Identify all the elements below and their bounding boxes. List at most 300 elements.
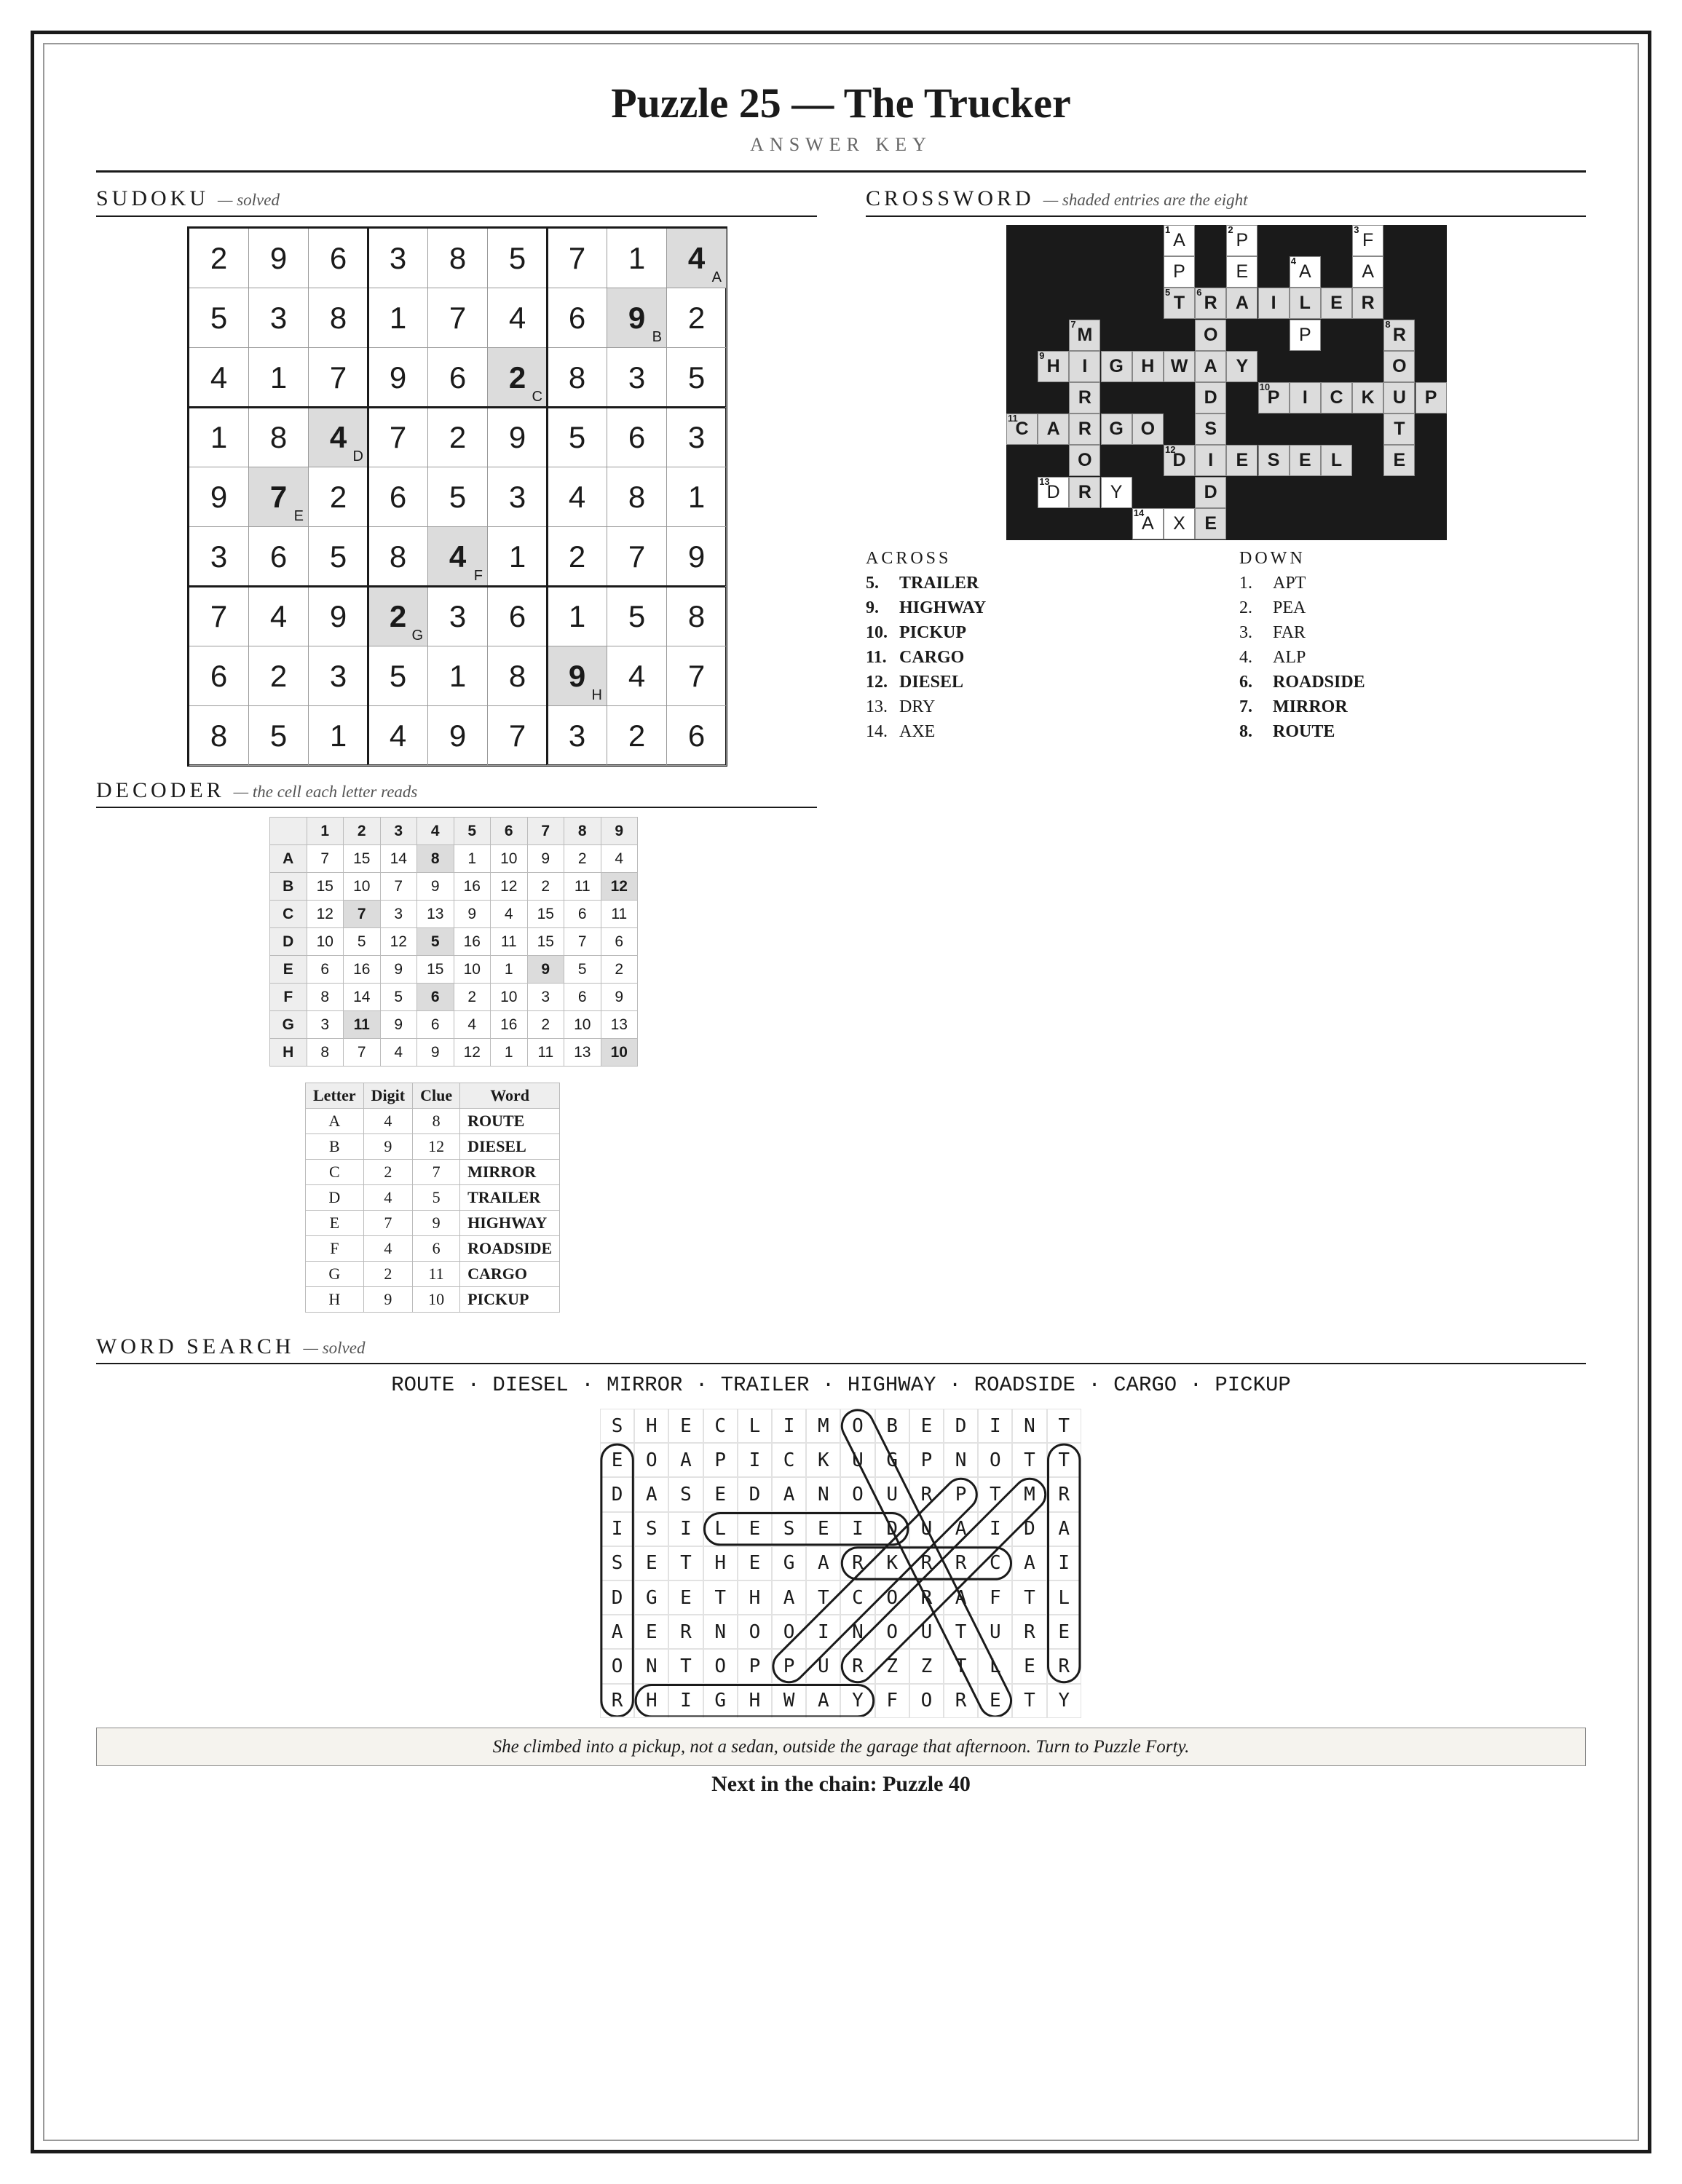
key-cell: DIESEL [460, 1134, 560, 1160]
sudoku-cell: 3 [667, 408, 727, 467]
wordsearch-cell: D [1012, 1512, 1046, 1546]
crossword-cell: X [1164, 508, 1195, 539]
wordsearch-cell: K [806, 1443, 840, 1477]
decoder-row-letter: E [270, 956, 307, 984]
decoder-cell: 3 [527, 984, 564, 1011]
wordsearch-cell: T [978, 1477, 1012, 1511]
wordsearch-cell: A [600, 1615, 634, 1649]
crossword-cell: C 11 [1006, 414, 1038, 445]
sudoku-cell: 1 [309, 706, 368, 766]
wordsearch-divider [96, 1363, 1586, 1364]
found-word-loop [835, 1472, 1051, 1688]
wordsearch-cell: E [668, 1409, 703, 1443]
decoder-column-header: 5 [454, 818, 491, 845]
key-cell: 9 [363, 1287, 412, 1313]
crossword-cell: Y [1226, 351, 1257, 382]
wordsearch-cell: P [909, 1443, 944, 1477]
wordsearch-cell: N [840, 1615, 874, 1649]
wordsearch-cell: P [703, 1443, 738, 1477]
decoder-cell: 6 [564, 984, 601, 1011]
crossword-cell: S [1195, 414, 1226, 445]
decoder-cell: 9 [601, 984, 638, 1011]
decoder-cell: 14 [344, 984, 381, 1011]
wordsearch-cell: R [1012, 1615, 1046, 1649]
decoder-cell: 11 [601, 901, 638, 928]
wordsearch-cell: G [772, 1546, 806, 1580]
sudoku-cell: 5 [607, 587, 667, 646]
sudoku-cell: 2 [428, 408, 488, 467]
wordsearch-cell: P [772, 1649, 806, 1683]
sudoku-cell: 2 [548, 527, 607, 587]
decoder-cell: 4 [601, 845, 638, 873]
sudoku-cell-tag: F [473, 568, 483, 584]
decoder-cell: 10 [307, 928, 344, 956]
sudoku-cell: 5 [428, 467, 488, 527]
sudoku-cell: 6 [428, 348, 488, 408]
crossword-cell: G [1101, 351, 1132, 382]
decoder-cell: 11 [491, 928, 528, 956]
sudoku-cell: 9 [189, 467, 249, 527]
sudoku-cell: 5 [249, 706, 309, 766]
wordsearch-cell: O [909, 1684, 944, 1718]
wordsearch-cell: I [668, 1684, 703, 1718]
key-row [306, 1134, 560, 1160]
decoder-cell: 5 [417, 928, 454, 956]
sudoku-cell-tag: A [711, 269, 722, 285]
wordsearch-cell: I [668, 1512, 703, 1546]
down-clue: 1. APT [1239, 574, 1306, 593]
sudoku-cell: 4 F [428, 527, 488, 587]
sudoku-cell: 8 [548, 348, 607, 408]
decoder-cell: 6 [564, 901, 601, 928]
decoder-column-header: 6 [491, 818, 528, 845]
crossword-cell: M 7 [1069, 320, 1100, 351]
crossword-clue-number: 9 [1039, 349, 1045, 361]
wordsearch-cell: S [600, 1409, 634, 1443]
crossword-cell: C [1321, 382, 1352, 414]
across-clue: 11. CARGO [866, 648, 965, 667]
sudoku-cell-tag: B [652, 329, 662, 345]
sudoku-cell: 1 [189, 408, 249, 467]
decoder-column-header: 3 [380, 818, 417, 845]
key-cell: 2 [363, 1262, 412, 1287]
wordsearch-cell: L [978, 1649, 1012, 1683]
crossword-cell: R [1069, 477, 1100, 508]
sudoku-cell: 6 [249, 527, 309, 587]
decoder-row-letter: G [270, 1011, 307, 1039]
crossword-heading: CROSSWORD — shaded entries are the eight [866, 186, 1248, 210]
decoder-cell: 9 [380, 956, 417, 984]
sudoku-cell: 2 [607, 706, 667, 766]
key-cell: B [306, 1134, 364, 1160]
wordsearch-cell: T [1047, 1409, 1081, 1443]
sudoku-cell: 9 [249, 229, 309, 288]
footer-message: She climbed into a pickup, not a sedan, outside the garage that afternoon. Turn to Puzzle Forty. [96, 1728, 1586, 1766]
sudoku-cell: 7 E [249, 467, 309, 527]
sudoku-cell: 9 [667, 527, 727, 587]
crossword-grid [1006, 225, 1447, 540]
wordsearch-cell: R [909, 1580, 944, 1615]
key-cell: 10 [413, 1287, 460, 1313]
sudoku-cell: 1 [488, 527, 548, 587]
decoder-cell: 16 [454, 873, 491, 901]
crossword-cell: R 6 [1195, 288, 1226, 319]
wordsearch-cell: Z [875, 1649, 909, 1683]
decoder-cell: 6 [601, 928, 638, 956]
across-heading: ACROSS [866, 549, 952, 568]
down-clue: 7. MIRROR [1239, 697, 1348, 716]
wordsearch-cell: R [840, 1649, 874, 1683]
found-word-loop [767, 1472, 983, 1688]
wordsearch-cell: K [875, 1546, 909, 1580]
sudoku-cell: 7 [309, 348, 368, 408]
decoder-cell: 16 [454, 928, 491, 956]
wordsearch-cell: T [806, 1580, 840, 1615]
across-clue: 10. PICKUP [866, 623, 966, 642]
key-column-header: Word [460, 1083, 560, 1109]
key-row [306, 1185, 560, 1211]
crossword-cell: D 12 [1164, 445, 1195, 476]
wordsearch-cell: T [668, 1546, 703, 1580]
wordsearch-cell: G [875, 1443, 909, 1477]
sudoku-cell: 7 [548, 229, 607, 288]
next-puzzle-line: Next in the chain: Puzzle 40 [711, 1772, 971, 1796]
sudoku-cell: 8 [428, 229, 488, 288]
wordsearch-cell: I [1047, 1546, 1081, 1580]
wordsearch-cell: S [668, 1477, 703, 1511]
wordsearch-cell: R [944, 1546, 978, 1580]
wordsearch-cell: P [944, 1477, 978, 1511]
sudoku-cell: 1 [428, 646, 488, 706]
wordsearch-loops [600, 1409, 1082, 1717]
crossword-cell: F 3 [1352, 225, 1383, 256]
decoder-cell: 9 [417, 873, 454, 901]
crossword-cell: L [1321, 445, 1352, 476]
found-word-loop [1048, 1444, 1079, 1682]
crossword-clue-number: 5 [1165, 287, 1171, 298]
sudoku-cell: 2 [249, 646, 309, 706]
wordsearch-cell: M [1012, 1477, 1046, 1511]
wordsearch-cell: E [909, 1409, 944, 1443]
wordsearch-grid [600, 1409, 1082, 1717]
sudoku-cell: 7 [189, 587, 249, 646]
sudoku-cell: 9 [368, 348, 428, 408]
crossword-cell: R [1069, 382, 1100, 414]
decoder-column-header: 1 [307, 818, 344, 845]
sudoku-box-line [546, 229, 548, 764]
key-cell: 7 [363, 1211, 412, 1236]
crossword-cell: I [1195, 445, 1226, 476]
decoder-cell: 7 [380, 873, 417, 901]
sudoku-cell: 3 [309, 646, 368, 706]
wordsearch-cell: P [738, 1649, 772, 1683]
sudoku-cell: 7 [368, 408, 428, 467]
decoder-cell: 8 [417, 845, 454, 873]
sudoku-cell: 9 B [607, 288, 667, 348]
crossword-cell: P 10 [1258, 382, 1290, 414]
wordsearch-cell: C [840, 1580, 874, 1615]
wordsearch-cell: E [1047, 1615, 1081, 1649]
sudoku-cell: 5 [548, 408, 607, 467]
sudoku-cell-tag: E [293, 508, 304, 524]
crossword-clue-number: 10 [1259, 381, 1271, 392]
sudoku-cell-tag: D [352, 448, 363, 464]
key-header-row [306, 1083, 560, 1109]
wordsearch-cell: R [840, 1546, 874, 1580]
key-cell: MIRROR [460, 1160, 560, 1185]
key-cell: 9 [363, 1134, 412, 1160]
wordsearch-cell: E [978, 1684, 1012, 1718]
key-cell: F [306, 1236, 364, 1262]
wordsearch-cell: W [772, 1684, 806, 1718]
decoder-cell: 1 [491, 956, 528, 984]
decoder-row [270, 1039, 638, 1067]
wordsearch-cell: T [1012, 1580, 1046, 1615]
sudoku-cell: 9 [488, 408, 548, 467]
sudoku-cell: 1 [249, 348, 309, 408]
wordsearch-cell: A [944, 1580, 978, 1615]
wordsearch-cell: N [1012, 1409, 1046, 1443]
crossword-cell: U [1383, 382, 1415, 414]
wordsearch-cell: I [772, 1409, 806, 1443]
decoder-row-letter: F [270, 984, 307, 1011]
decoder-cell: 2 [454, 984, 491, 1011]
crossword-cell: R 8 [1383, 320, 1415, 351]
wordsearch-cell: I [840, 1512, 874, 1546]
sudoku-cell: 6 [548, 288, 607, 348]
decoder-cell: 9 [417, 1039, 454, 1067]
decoder-cell: 5 [564, 956, 601, 984]
sudoku-cell: 3 [607, 348, 667, 408]
decoder-header-row [270, 818, 638, 845]
wordsearch-cell: Y [840, 1684, 874, 1718]
decoder-cell: 16 [491, 1011, 528, 1039]
sudoku-cell: 1 [548, 587, 607, 646]
sudoku-cell-tag: G [411, 628, 423, 644]
wordsearch-cell: B [875, 1409, 909, 1443]
sudoku-cell: 2 [309, 467, 368, 527]
crossword-cell: O [1069, 445, 1100, 476]
wordsearch-cell: A [668, 1443, 703, 1477]
wordsearch-cell: N [806, 1477, 840, 1511]
sudoku-grid [187, 226, 727, 767]
sudoku-cell: 4 D [309, 408, 368, 467]
decoder-cell: 2 [527, 1011, 564, 1039]
decoder-row [270, 956, 638, 984]
sudoku-cell: 6 [667, 706, 727, 766]
decoder-cell: 10 [454, 956, 491, 984]
wordsearch-cell: O [978, 1443, 1012, 1477]
wordsearch-cell: S [634, 1512, 668, 1546]
decoder-cell: 11 [564, 873, 601, 901]
key-cell: A [306, 1109, 364, 1134]
decoder-cell: 14 [380, 845, 417, 873]
wordsearch-cell: U [909, 1615, 944, 1649]
wordsearch-cell: Z [909, 1649, 944, 1683]
sudoku-cell: 3 [428, 587, 488, 646]
key-cell: HIGHWAY [460, 1211, 560, 1236]
key-cell: C [306, 1160, 364, 1185]
decoder-row [270, 1011, 638, 1039]
crossword-cell: D 13 [1038, 477, 1069, 508]
crossword-cell: O [1195, 320, 1226, 351]
decoder-cell: 4 [491, 901, 528, 928]
wordsearch-cell: E [738, 1512, 772, 1546]
wordsearch-cell: O [840, 1409, 874, 1443]
wordsearch-cell: R [909, 1477, 944, 1511]
key-column-header: Letter [306, 1083, 364, 1109]
down-clue: 3. FAR [1239, 623, 1306, 642]
crossword-cell: T 5 [1164, 288, 1195, 319]
key-cell: 2 [363, 1160, 412, 1185]
wordsearch-cell: C [978, 1546, 1012, 1580]
crossword-cell: P [1416, 382, 1447, 414]
wordsearch-cell: U [909, 1512, 944, 1546]
decoder-cell: 12 [380, 928, 417, 956]
sudoku-cell: 8 [249, 408, 309, 467]
wordsearch-cell: E [738, 1546, 772, 1580]
page-subtitle: ANSWER KEY [750, 134, 932, 155]
wordsearch-word-list: ROUTE · DIESEL · MIRROR · TRAILER · HIGHWAY · ROADSIDE · CARGO · PICKUP [391, 1373, 1291, 1397]
wordsearch-cell: O [875, 1580, 909, 1615]
decoder-column-header: 8 [564, 818, 601, 845]
wordsearch-cell: U [875, 1477, 909, 1511]
key-cell: CARGO [460, 1262, 560, 1287]
decoder-cell: 3 [307, 1011, 344, 1039]
wordsearch-heading: WORD SEARCH — solved [96, 1334, 366, 1358]
sudoku-cell: 3 [368, 229, 428, 288]
wordsearch-cell: M [806, 1409, 840, 1443]
key-cell: 7 [413, 1160, 460, 1185]
crossword-cell: E [1321, 288, 1352, 319]
decoder-cell: 2 [527, 873, 564, 901]
sudoku-cell: 3 [488, 467, 548, 527]
decoder-cell: 12 [307, 901, 344, 928]
crossword-cell: E [1290, 445, 1321, 476]
decoder-column-header: 9 [601, 818, 638, 845]
key-row [306, 1109, 560, 1134]
crossword-cell: E [1226, 445, 1257, 476]
key-cell: 12 [413, 1134, 460, 1160]
wordsearch-cell: O [738, 1615, 772, 1649]
wordsearch-cell: A [772, 1580, 806, 1615]
sudoku-cell: 6 [607, 408, 667, 467]
key-cell: 4 [363, 1185, 412, 1211]
sudoku-cell: 8 [189, 706, 249, 766]
down-clue: 8. ROUTE [1239, 722, 1335, 741]
decoder-cell: 3 [380, 901, 417, 928]
decoder-heading: DECODER — the cell each letter reads [96, 778, 418, 802]
crossword-cell: A 14 [1132, 508, 1164, 539]
decoder-cell: 9 [527, 845, 564, 873]
wordsearch-cell: I [978, 1409, 1012, 1443]
decoder-row [270, 928, 638, 956]
crossword-clue-number: 7 [1070, 318, 1076, 330]
wordsearch-cell: S [600, 1546, 634, 1580]
wordsearch-cell: C [703, 1409, 738, 1443]
crossword-cell: P [1290, 320, 1321, 351]
key-cell: PICKUP [460, 1287, 560, 1313]
wordsearch-cell: N [703, 1615, 738, 1649]
wordsearch-cell: H [634, 1684, 668, 1718]
key-column-header: Clue [413, 1083, 460, 1109]
decoder-row-letter: B [270, 873, 307, 901]
key-row [306, 1160, 560, 1185]
decoder-cell: 15 [527, 928, 564, 956]
key-cell: H [306, 1287, 364, 1313]
wordsearch-cell: A [806, 1684, 840, 1718]
wordsearch-cell: T [944, 1615, 978, 1649]
sudoku-cell: 7 [428, 288, 488, 348]
wordsearch-cell: O [875, 1615, 909, 1649]
decoder-cell: 16 [344, 956, 381, 984]
decoder-cell: 5 [344, 928, 381, 956]
crossword-cell: Y [1101, 477, 1132, 508]
sudoku-cell: 5 [368, 646, 428, 706]
wordsearch-cell: O [634, 1443, 668, 1477]
wordsearch-cell: R [909, 1546, 944, 1580]
wordsearch-cell: F [875, 1684, 909, 1718]
wordsearch-cell: E [1012, 1649, 1046, 1683]
decoder-cell: 10 [564, 1011, 601, 1039]
sudoku-cell: 8 [488, 646, 548, 706]
crossword-cell: H 9 [1038, 351, 1069, 382]
sudoku-box-line [367, 229, 369, 764]
decoder-key-table [305, 1083, 560, 1313]
decoder-cell: 10 [491, 845, 528, 873]
decoder-grid [269, 817, 638, 1067]
decoder-cell: 6 [417, 984, 454, 1011]
wordsearch-cell: E [634, 1615, 668, 1649]
decoder-row [270, 901, 638, 928]
sudoku-cell: 7 [607, 527, 667, 587]
crossword-cell: K [1352, 382, 1383, 414]
across-clue: 13. DRY [866, 697, 936, 716]
sudoku-cell-tag: C [532, 389, 542, 405]
decoder-cell: 15 [527, 901, 564, 928]
wordsearch-cell: L [703, 1512, 738, 1546]
sudoku-cell: 7 [488, 706, 548, 766]
wordsearch-cell: E [806, 1512, 840, 1546]
sudoku-cell: 8 [309, 288, 368, 348]
decoder-row-letter: C [270, 901, 307, 928]
wordsearch-cell: G [703, 1684, 738, 1718]
sudoku-cell: 2 [189, 229, 249, 288]
wordsearch-cell: I [738, 1443, 772, 1477]
wordsearch-cell: E [634, 1546, 668, 1580]
wordsearch-cell: D [944, 1409, 978, 1443]
wordsearch-cell: L [1047, 1580, 1081, 1615]
wordsearch-cell: O [703, 1649, 738, 1683]
key-cell: D [306, 1185, 364, 1211]
decoder-cell: 9 [380, 1011, 417, 1039]
wordsearch-cell: H [738, 1684, 772, 1718]
wordsearch-cell: I [806, 1615, 840, 1649]
decoder-cell: 13 [417, 901, 454, 928]
decoder-row [270, 984, 638, 1011]
decoder-cell: 15 [307, 873, 344, 901]
crossword-cell: S [1258, 445, 1290, 476]
key-cell: TRAILER [460, 1185, 560, 1211]
key-column-header: Digit [363, 1083, 412, 1109]
crossword-cell: A 1 [1164, 225, 1195, 256]
wordsearch-cell: E [668, 1580, 703, 1615]
wordsearch-cell: U [840, 1443, 874, 1477]
wordsearch-cell: L [738, 1409, 772, 1443]
wordsearch-cell: A [1047, 1512, 1081, 1546]
sudoku-cell: 4 A [667, 229, 727, 288]
found-word-loop [636, 1685, 874, 1716]
